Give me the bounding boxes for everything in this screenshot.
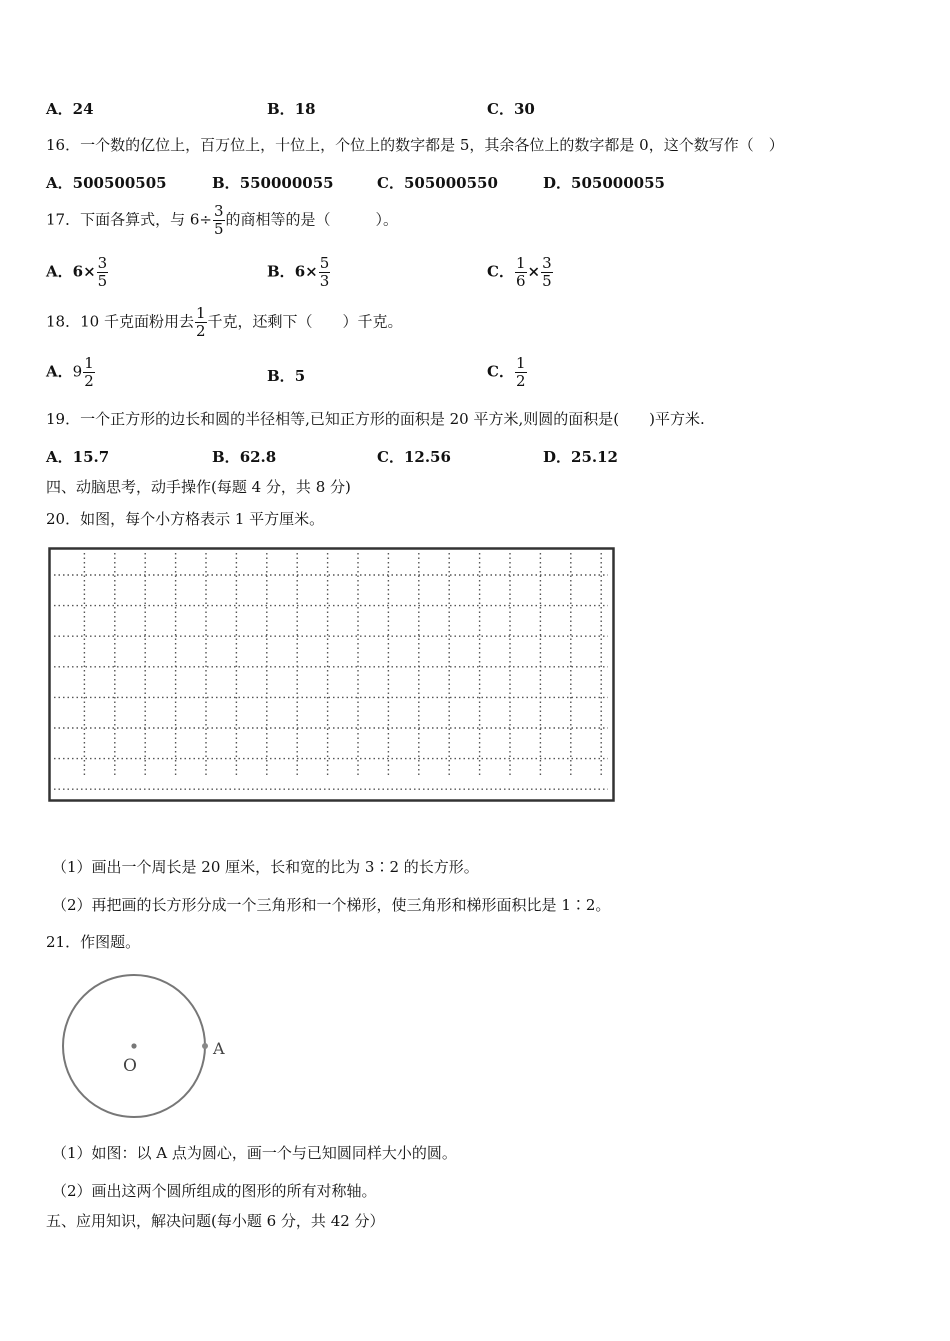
q17-option-b: B．6× $\frac{5}{3}$ xyxy=(267,254,330,290)
q18-option-a: A．9 $\frac{1}{2}$ xyxy=(46,354,94,390)
q16-option-d: D．505000055 xyxy=(543,174,665,192)
q20-stem: 20．如图，每个小方格表示 1 平方厘米。 xyxy=(46,510,325,528)
section-5-heading: 五、应用知识，解决问题(每小题 6 分，共 42 分） xyxy=(46,1212,385,1230)
q18-stem: 18．10 千克面粉用去 $\frac{1}{2}$ 千克，还剩下（ ）千克。 xyxy=(46,304,403,340)
q19-stem: 19．一个正方形的边长和圆的半径相等,已知正方形的面积是 20 平方米,则圆的面积是( )平方米. xyxy=(46,410,705,428)
q16-option-b: B．550000055 xyxy=(212,174,334,192)
q19-option-c: C．12.56 xyxy=(377,448,451,466)
label-o: O xyxy=(123,1056,137,1076)
q17-option-c: C． $\frac{1}{6}$ × $\frac{3}{5}$ xyxy=(487,254,552,290)
label-a: A xyxy=(213,1039,225,1058)
q18-option-b: B．5 xyxy=(267,367,306,385)
point-a xyxy=(202,1043,208,1049)
q17-stem-fraction: $\frac{3}{5}$ xyxy=(213,202,224,238)
q19-option-b: B．62.8 xyxy=(212,448,277,466)
section-4-heading: 四、动脑思考，动手操作(每题 4 分，共 8 分) xyxy=(46,478,351,496)
dotted-grid xyxy=(48,547,615,802)
q16-option-a: A．500500505 xyxy=(46,174,167,192)
q18-option-c: C． $\frac{1}{2}$ xyxy=(487,354,526,390)
q17-option-a: A．6× $\frac{3}{5}$ xyxy=(46,254,108,290)
q21-sub1: （1）如图：以 A 点为圆心，画一个与已知圆同样大小的圆。 xyxy=(52,1144,457,1162)
q16-option-c: C．505000550 xyxy=(377,174,498,192)
q19-option-a: A．15.7 xyxy=(46,448,110,466)
q15-option-a: A．24 xyxy=(46,100,94,118)
q17-stem: 17．下面各算式，与 6÷ $\frac{3}{5}$ 的商相等的是（ ）。 xyxy=(46,202,399,238)
q15-option-b: B．18 xyxy=(267,100,316,118)
q15-option-c: C．30 xyxy=(487,100,535,118)
q21-circle-figure xyxy=(55,970,235,1125)
q20-sub1: （1）画出一个周长是 20 厘米，长和宽的比为 3∶2 的长方形。 xyxy=(52,858,479,876)
q18-stem-fraction: $\frac{1}{2}$ xyxy=(195,304,206,340)
grid-border xyxy=(50,549,614,801)
q21-sub2: （2）画出这两个圆所组成的图形的所有对称轴。 xyxy=(52,1182,377,1200)
q20-grid-figure xyxy=(48,547,615,802)
q21-stem: 21．作图题。 xyxy=(46,933,141,951)
q20-sub2: （2）再把画的长方形分成一个三角形和一个梯形，使三角形和梯形面积比是 1∶2。 xyxy=(52,896,611,914)
q16-stem: 16．一个数的亿位上，百万位上，十位上，个位上的数字都是 5，其余各位上的数字都是 0，这个数写作（ ） xyxy=(46,136,784,154)
center-point-o xyxy=(131,1043,136,1048)
q19-option-d: D．25.12 xyxy=(543,448,618,466)
